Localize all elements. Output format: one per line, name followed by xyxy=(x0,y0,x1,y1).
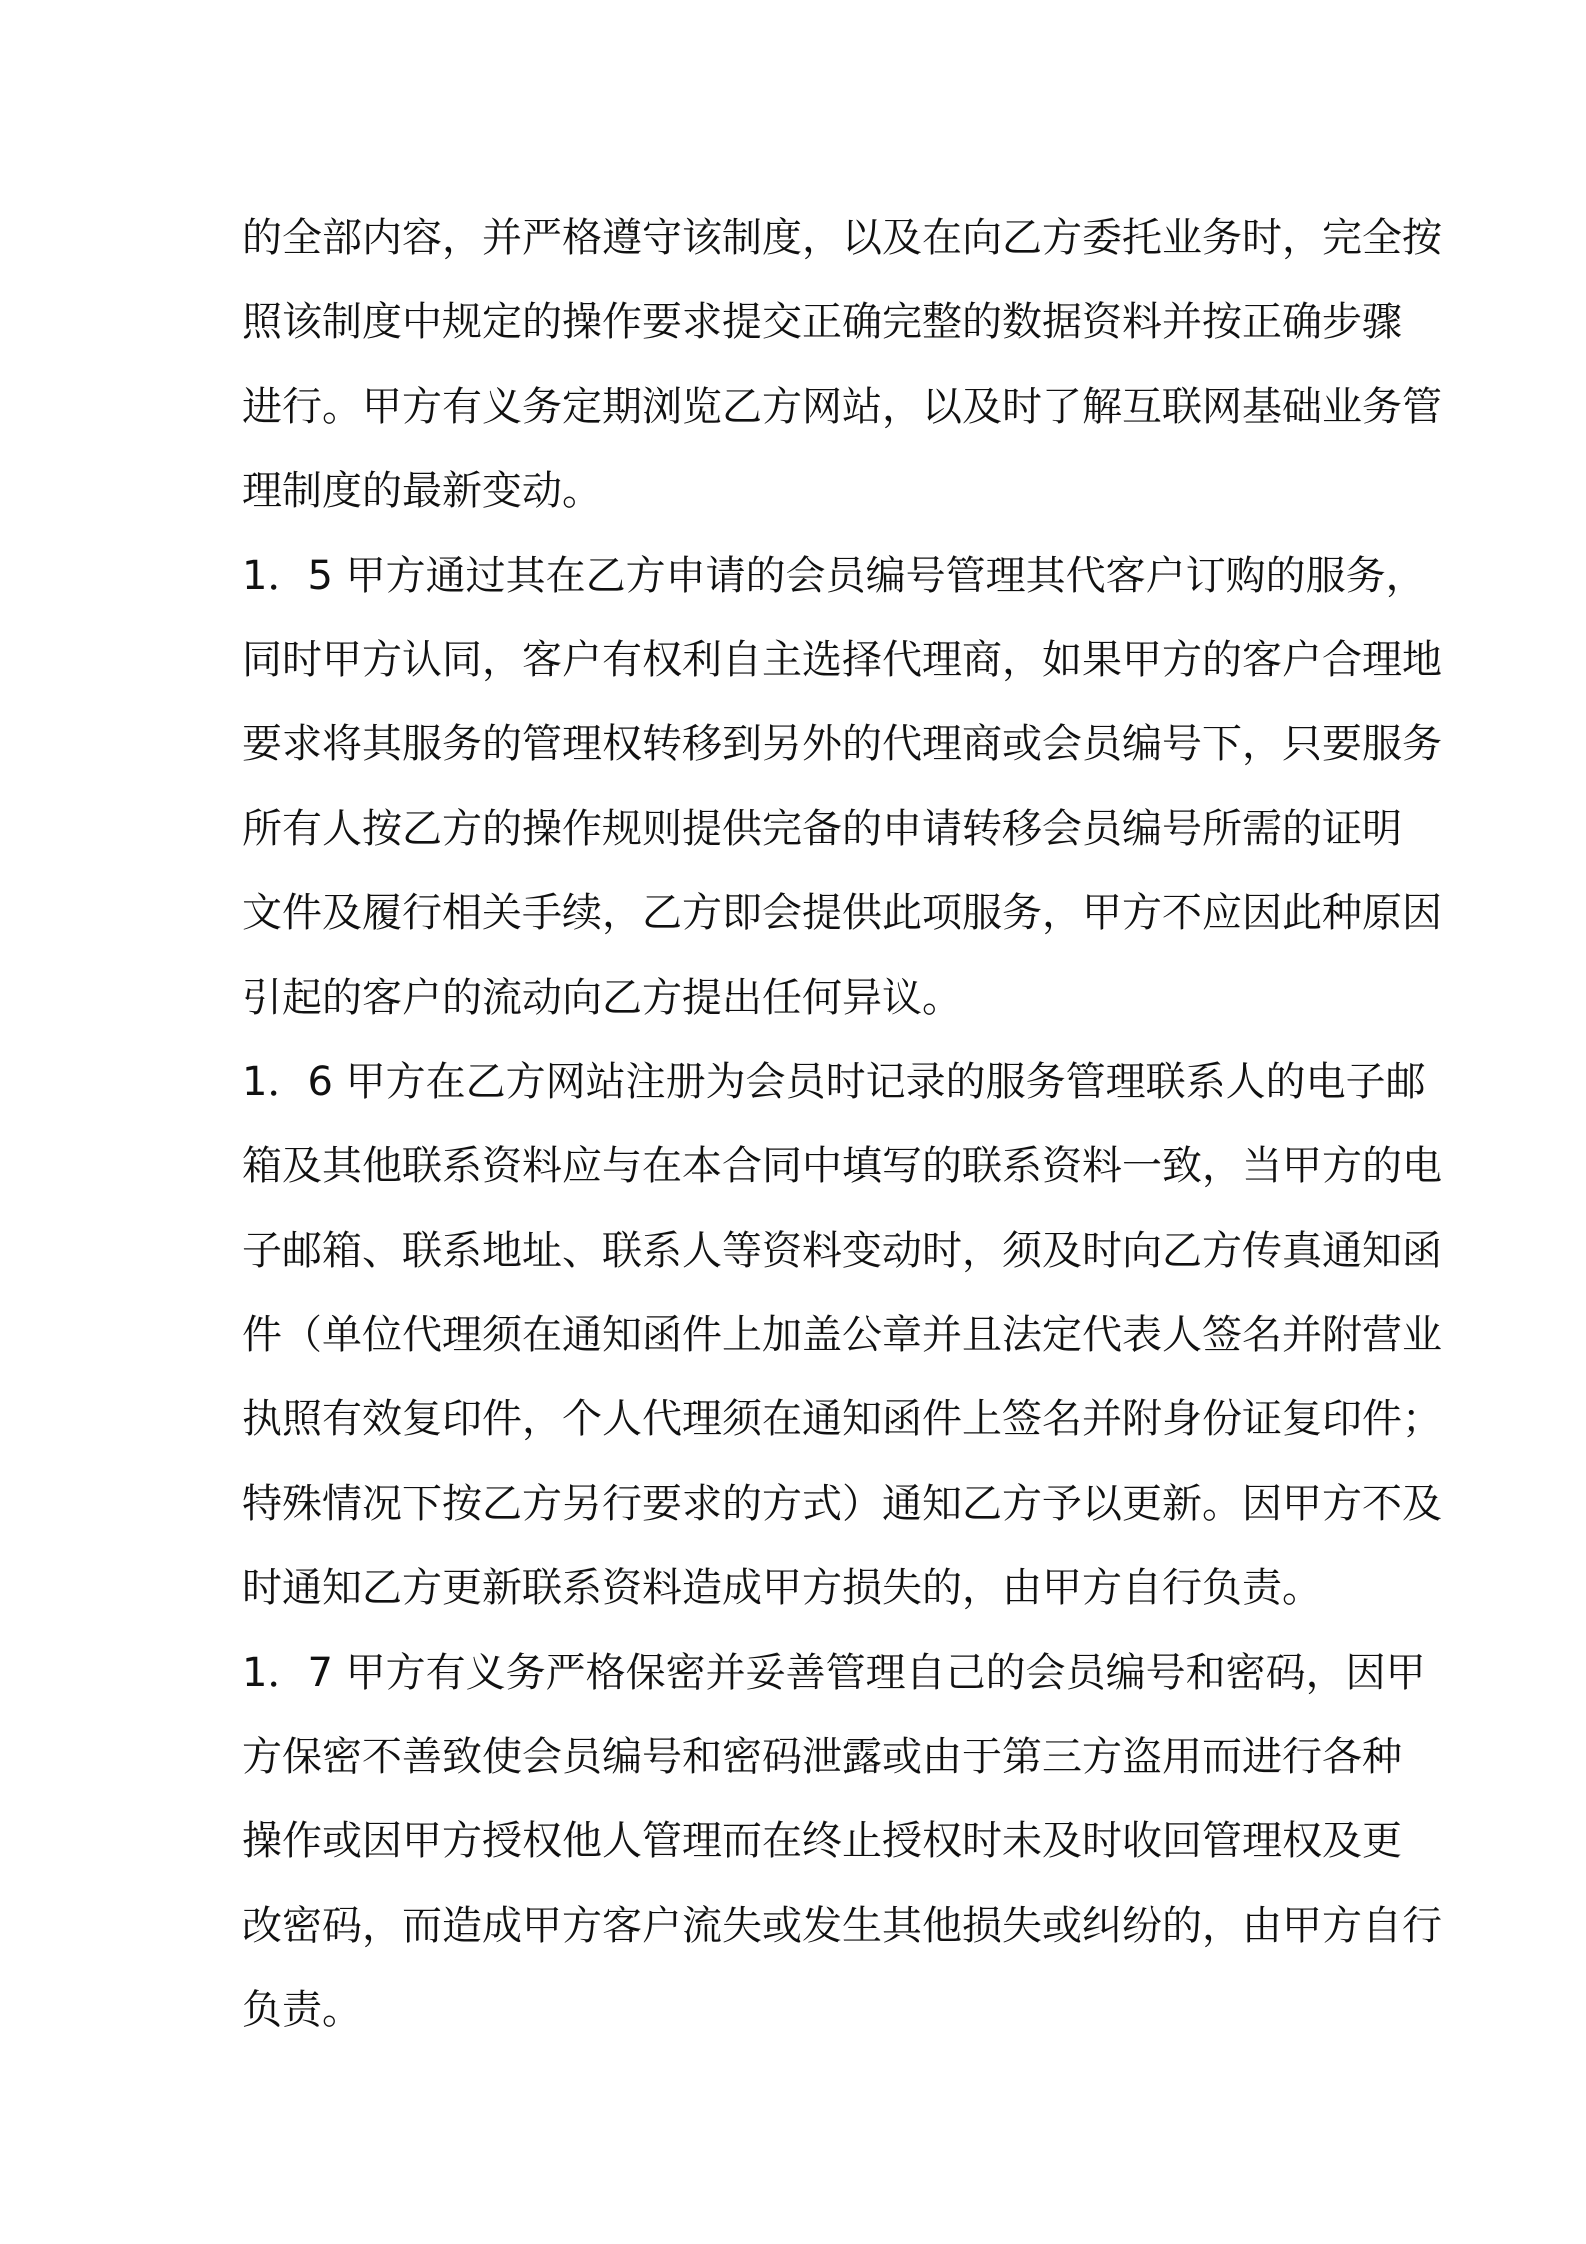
text-line: 1．7 甲方有义务严格保密并妥善管理自己的会员编号和密码，因甲 xyxy=(242,1649,1426,1696)
text-line: 的全部内容，并严格遵守该制度，以及在向乙方委托业务时，完全按 xyxy=(242,215,1442,261)
text-line: 引起的客户的流动向乙方提出任何异议。 xyxy=(242,974,962,1021)
text-line: 操作或因甲方授权他人管理而在终止授权时未及时收回管理权及更 xyxy=(242,1818,1402,1865)
text-line: 件（单位代理须在通知函件上加盖公章并且法定代表人签名并附营业 xyxy=(242,1312,1442,1359)
text-line: 方保密不善致使会员编号和密码泄露或由于第三方盗用而进行各种 xyxy=(242,1734,1402,1781)
text-line: 要求将其服务的管理权转移到另外的代理商或会员编号下，只要服务 xyxy=(242,721,1442,768)
document-body xyxy=(242,196,1442,2053)
text-line: 执照有效复印件，个人代理须在通知函件上签名并附身份证复印件； xyxy=(242,1396,1442,1443)
text-line: 照该制度中规定的操作要求提交正确完整的数据资料并按正确步骤 xyxy=(242,299,1402,346)
text-line: 负责。 xyxy=(242,1987,362,2034)
text-line: 理制度的最新变动。 xyxy=(242,468,602,515)
text-line: 1．5 甲方通过其在乙方申请的会员编号管理其代客户订购的服务， xyxy=(242,552,1426,599)
text-line: 箱及其他联系资料应与在本合同中填写的联系资料一致，当甲方的电 xyxy=(242,1143,1442,1190)
text-line: 同时甲方认同，客户有权利自主选择代理商，如果甲方的客户合理地 xyxy=(242,636,1442,683)
text-line: 特殊情况下按乙方另行要求的方式）通知乙方予以更新。因甲方不及 xyxy=(242,1480,1442,1527)
text-line: 改密码，而造成甲方客户流失或发生其他损失或纠纷的，由甲方自行 xyxy=(242,1902,1442,1949)
text-line: 进行。甲方有义务定期浏览乙方网站，以及时了解互联网基础业务管 xyxy=(242,383,1442,430)
text-line: 子邮箱、联系地址、联系人等资料变动时，须及时向乙方传真通知函 xyxy=(242,1227,1442,1274)
text-line: 文件及履行相关手续，乙方即会提供此项服务，甲方不应因此种原因 xyxy=(242,890,1442,937)
text-line: 所有人按乙方的操作规则提供完备的申请转移会员编号所需的证明 xyxy=(242,805,1402,852)
text-line: 时通知乙方更新联系资料造成甲方损失的，由甲方自行负责。 xyxy=(242,1565,1322,1612)
text-line: 1．6 甲方在乙方网站注册为会员时记录的服务管理联系人的电子邮 xyxy=(242,1058,1426,1105)
